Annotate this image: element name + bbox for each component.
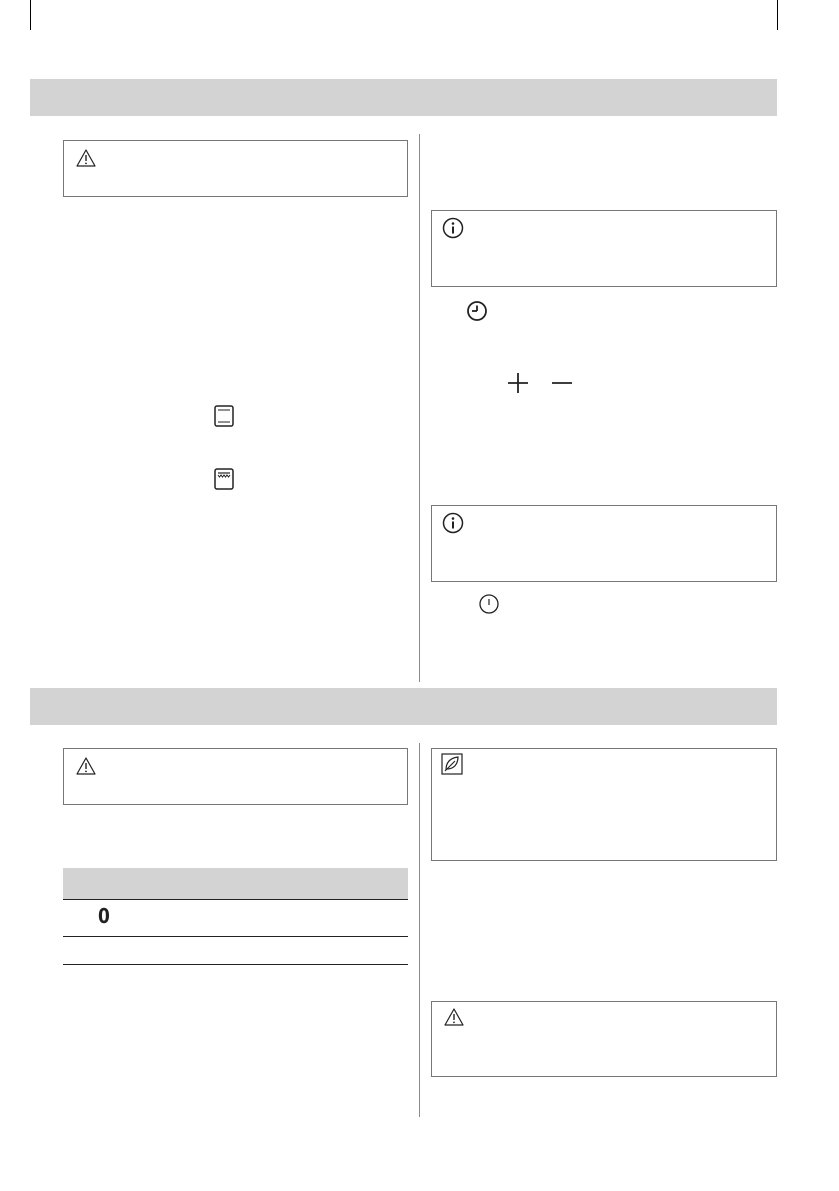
oven-top-heat-icon [214,468,234,490]
info-box-2 [431,505,777,582]
warning-box-1 [63,140,408,197]
info-box-1 [431,210,777,287]
warning-box-3 [431,1001,777,1077]
warning-triangle-icon [444,1008,464,1026]
table-cell-symbol: 0 [98,904,110,928]
table-row-rule-2 [63,964,408,965]
table-header-rule [63,899,408,900]
oven-full-icon [214,405,234,427]
table-header [63,868,408,899]
column-divider-1 [419,134,420,682]
clock-icon [466,300,488,322]
eco-leaf-icon [441,753,463,775]
eco-tip-box [431,748,777,861]
info-icon [442,217,464,239]
warning-triangle-icon [76,149,96,167]
crop-mark-right [777,0,778,30]
table-row-rule-1 [63,936,408,937]
minus-icon [551,372,573,394]
power-dial-icon [478,593,500,615]
section-header-bar-1 [30,79,777,116]
info-icon [442,512,464,534]
section-header-bar-2 [30,688,777,725]
warning-triangle-icon [76,757,96,775]
plus-icon [507,372,529,394]
warning-box-2 [63,748,408,805]
crop-mark-left [30,0,31,30]
column-divider-2 [419,743,420,1117]
